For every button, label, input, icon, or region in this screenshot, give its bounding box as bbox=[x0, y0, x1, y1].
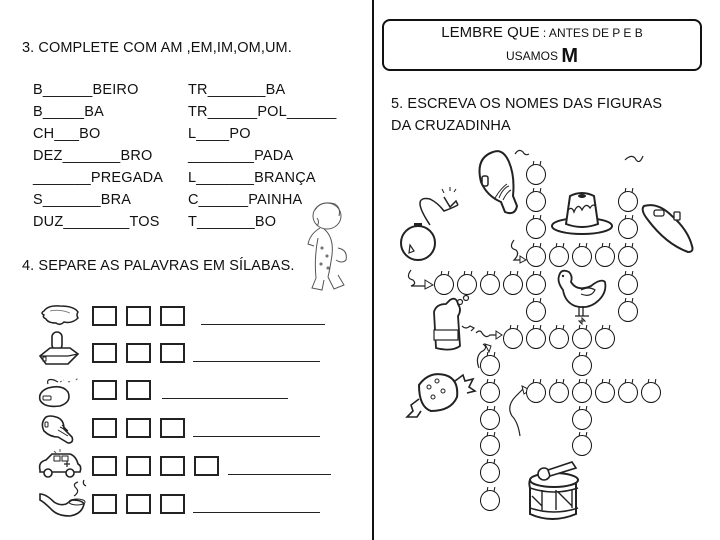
crossword-cell[interactable] bbox=[434, 274, 454, 295]
syllable-box[interactable] bbox=[160, 343, 185, 363]
crossword-cell[interactable] bbox=[549, 382, 569, 403]
fill-word[interactable]: DUZ________TOS bbox=[33, 214, 160, 230]
exercise-5-title-line-2: DA CRUZADINHA bbox=[391, 118, 511, 134]
crossword-cell[interactable] bbox=[457, 274, 477, 295]
syllable-box[interactable] bbox=[160, 456, 185, 476]
rubber-stamp-icon bbox=[36, 330, 82, 366]
fill-word[interactable]: TR______POL______ bbox=[188, 104, 337, 120]
smoking-pipe-icon bbox=[38, 478, 86, 518]
crossword-cell[interactable] bbox=[503, 274, 523, 295]
exercise-3-title: 3. COMPLETE COM AM ,EM,IM,OM,UM. bbox=[22, 40, 292, 56]
fill-word[interactable]: DEZ_______BRO bbox=[33, 148, 153, 164]
crossword-cell[interactable] bbox=[480, 409, 500, 430]
crossword-cell[interactable] bbox=[595, 246, 615, 267]
crossword-cell[interactable] bbox=[480, 462, 500, 483]
crossword-cell[interactable] bbox=[641, 382, 661, 403]
chicken-icon bbox=[555, 268, 607, 328]
fill-word[interactable]: B_____BA bbox=[33, 104, 104, 120]
fill-word[interactable]: TR_______BA bbox=[188, 82, 286, 98]
fill-word[interactable]: B______BEIRO bbox=[33, 82, 139, 98]
reminder-letter: M bbox=[561, 45, 578, 67]
fill-word[interactable]: _______PREGADA bbox=[33, 170, 164, 186]
crossword-cell[interactable] bbox=[572, 382, 592, 403]
syllable-box[interactable] bbox=[92, 343, 117, 363]
syllable-box[interactable] bbox=[92, 494, 117, 514]
fill-word[interactable]: C______PAINHA bbox=[188, 192, 303, 208]
crossword-cell[interactable] bbox=[526, 246, 546, 267]
syllable-box[interactable] bbox=[194, 456, 219, 476]
crossword-cell[interactable] bbox=[480, 382, 500, 403]
pudding-icon bbox=[550, 188, 615, 238]
crossword-cell[interactable] bbox=[526, 274, 546, 295]
crossword-cell[interactable] bbox=[595, 382, 615, 403]
iron-icon bbox=[640, 200, 695, 255]
syllable-box[interactable] bbox=[126, 343, 151, 363]
syllable-box[interactable] bbox=[92, 456, 117, 476]
reminder-box bbox=[382, 19, 702, 71]
bomb-icon bbox=[400, 185, 470, 265]
crossword-cell[interactable] bbox=[595, 328, 615, 349]
syllable-box[interactable] bbox=[92, 418, 117, 438]
light-bulb-icon bbox=[475, 148, 535, 218]
answer-line[interactable] bbox=[193, 512, 320, 513]
ambulance-icon bbox=[36, 448, 84, 480]
crossword-cell[interactable] bbox=[526, 328, 546, 349]
syllable-box[interactable] bbox=[160, 494, 185, 514]
fill-word[interactable]: CH___BO bbox=[33, 126, 101, 142]
crossword-cell[interactable] bbox=[526, 191, 546, 212]
pillow-icon bbox=[40, 303, 80, 327]
crossword-cell[interactable] bbox=[618, 218, 638, 239]
crossword-cell[interactable] bbox=[572, 435, 592, 456]
reminder-rule-1: : ANTES DE P E B bbox=[539, 26, 643, 40]
crossword-cell[interactable] bbox=[618, 191, 638, 212]
crossword-cell[interactable] bbox=[526, 382, 546, 403]
syllable-box[interactable] bbox=[126, 456, 151, 476]
page-divider bbox=[372, 0, 374, 540]
syllable-box[interactable] bbox=[126, 306, 151, 326]
crossword-cell[interactable] bbox=[618, 382, 638, 403]
girl-illustration-icon bbox=[300, 198, 350, 298]
syllable-box[interactable] bbox=[126, 380, 151, 400]
reminder-label: LEMBRE QUE bbox=[441, 24, 540, 41]
arrow-icon bbox=[405, 268, 435, 296]
crossword-cell[interactable] bbox=[549, 328, 569, 349]
fill-word[interactable]: T_______BO bbox=[188, 214, 277, 230]
crossword-cell[interactable] bbox=[480, 274, 500, 295]
crossword-cell[interactable] bbox=[549, 246, 569, 267]
crossword-cell[interactable] bbox=[526, 164, 546, 185]
answer-line[interactable] bbox=[193, 436, 320, 437]
crossword-cell[interactable] bbox=[572, 355, 592, 376]
crossword-cell[interactable] bbox=[572, 328, 592, 349]
bomb-icon bbox=[38, 370, 82, 408]
syllable-box[interactable] bbox=[92, 306, 117, 326]
crossword-cell[interactable] bbox=[526, 301, 546, 322]
answer-line[interactable] bbox=[228, 474, 331, 475]
light-bulb-icon bbox=[40, 413, 82, 445]
syllable-box[interactable] bbox=[126, 494, 151, 514]
crossword-cell[interactable] bbox=[618, 274, 638, 295]
answer-line[interactable] bbox=[201, 324, 325, 325]
candy-icon bbox=[405, 365, 485, 420]
exercise-5-title-line-1: 5. ESCREVA OS NOMES DAS FIGURAS bbox=[391, 96, 663, 112]
fill-word[interactable]: ________PADA bbox=[188, 148, 294, 164]
crossword-cell[interactable] bbox=[480, 355, 500, 376]
crossword-cell[interactable] bbox=[572, 246, 592, 267]
fill-word[interactable]: L_______BRANÇA bbox=[188, 170, 316, 186]
syllable-box[interactable] bbox=[126, 418, 151, 438]
fill-word[interactable]: L____PO bbox=[188, 126, 251, 142]
crossword-cell[interactable] bbox=[503, 328, 523, 349]
crossword-cell[interactable] bbox=[572, 409, 592, 430]
exercise-4-title: 4. SEPARE AS PALAVRAS EM SÍLABAS. bbox=[22, 258, 295, 274]
answer-line[interactable] bbox=[162, 398, 288, 399]
syllable-box[interactable] bbox=[92, 380, 117, 400]
fill-word[interactable]: S_______BRA bbox=[33, 192, 132, 208]
syllable-box[interactable] bbox=[160, 306, 185, 326]
crossword-cell[interactable] bbox=[480, 490, 500, 511]
answer-line[interactable] bbox=[193, 361, 320, 362]
crossword-cell[interactable] bbox=[618, 246, 638, 267]
reminder-rule-2: USAMOS bbox=[505, 49, 562, 63]
crossword-cell[interactable] bbox=[526, 218, 546, 239]
crossword-cell[interactable] bbox=[618, 301, 638, 322]
crossword-cell[interactable] bbox=[480, 435, 500, 456]
syllable-box[interactable] bbox=[160, 418, 185, 438]
drum-icon bbox=[522, 460, 587, 522]
